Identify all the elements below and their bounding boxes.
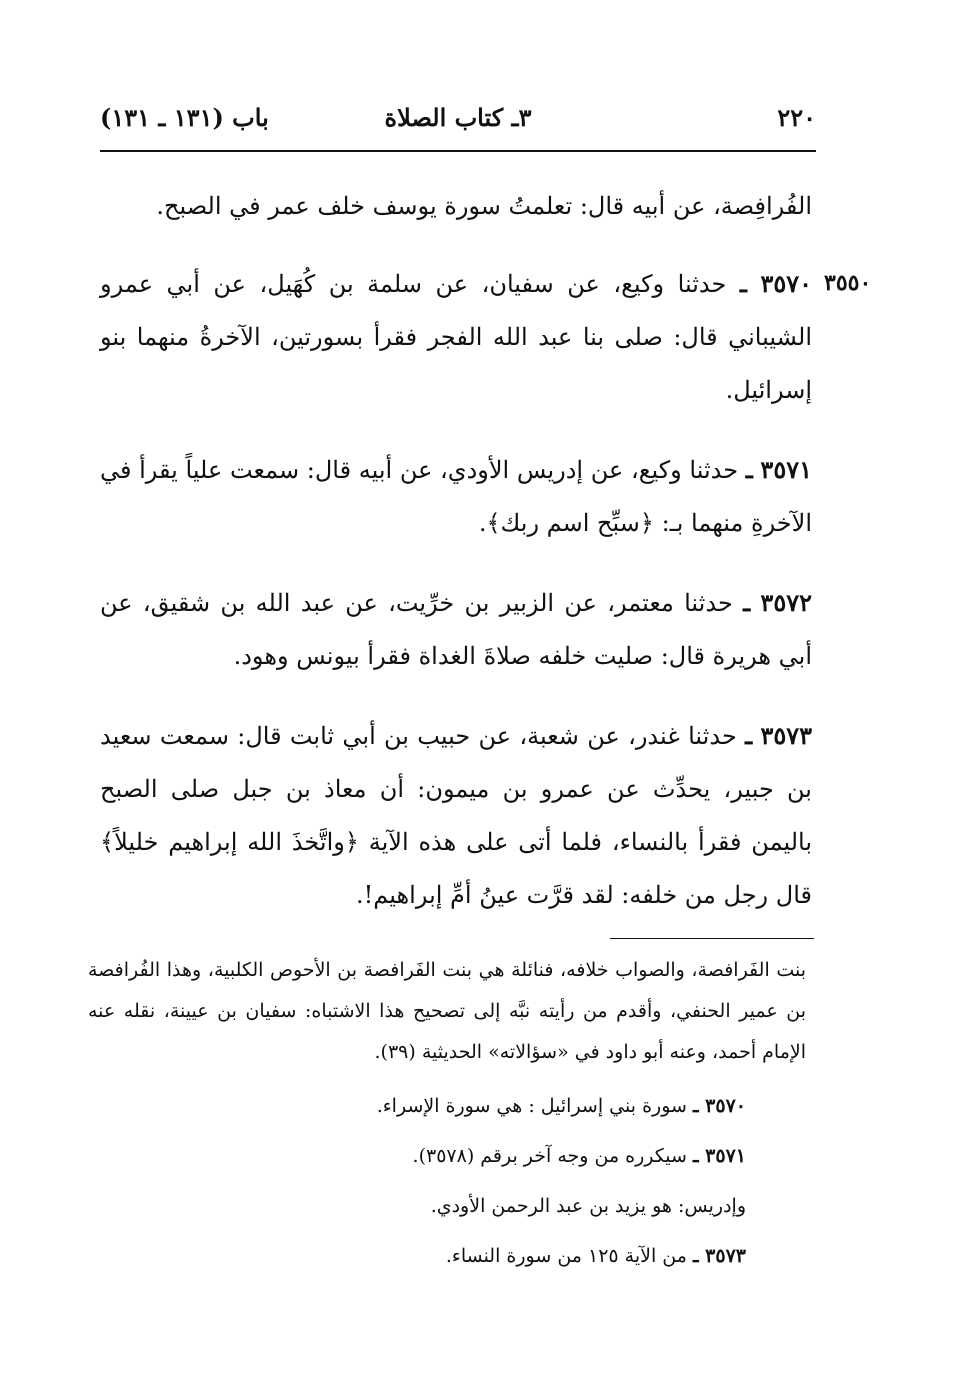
footnote-number: ٣٥٧٣ ـ — [692, 1245, 746, 1267]
footnote-number: ٣٥٧٠ ـ — [692, 1095, 746, 1117]
hadith-text: حدثنا معتمر، عن الزبير بن خرِّيت، عن عبد الله بن شقيق، عن أبي هريرة قال: صليت خلفه صلاةَ الغداة فقرأ بيونس وهود. — [100, 589, 812, 670]
chapter-heading: باب (١٣١ ـ ١٣١) — [100, 103, 269, 132]
hadith-number: ٣٥٧٠ — [760, 269, 812, 298]
hadith-paragraph — [100, 257, 812, 417]
footnote-divider — [610, 938, 814, 939]
margin-reference-number: ٣٥٥٠ — [824, 270, 872, 296]
footnote-item — [88, 1131, 746, 1181]
footnote-text: من الآية ١٢٥ من سورة النساء. — [445, 1245, 687, 1267]
footnote-text: سيكرره من وجه آخر برقم (٣٥٧٨). — [412, 1145, 687, 1167]
running-header — [100, 98, 816, 138]
footnotes — [88, 950, 806, 1281]
footnote-item — [88, 1181, 746, 1231]
hadith-number: ٣٥٧٣ — [760, 721, 812, 750]
footnote-continuation: بنت الفَرافصة، والصواب خلافه، فنائلة هي بنت الفَرافصة بن الأحوص الكلبية، وهذا الفُرافصة بن عمير الحنفي، وأقدم من رأيته نبَّه إلى تصحيح هذا الاشتباه: سفيان بن عيينة، نقله عنه الإمام أحمد، وعنه أبو داود في «سؤالاته» الحديثية (٣٩). — [88, 959, 806, 1063]
hadith-paragraph — [100, 576, 812, 683]
book-title: ٣ـ كتاب الصلاة — [384, 103, 532, 132]
header-divider — [100, 150, 816, 152]
hadith-dash: ـ — [745, 721, 753, 750]
footnote-text: سورة بني إسرائيل : هي سورة الإسراء. — [376, 1095, 687, 1117]
hadith-text: حدثنا وكيع، عن إدريس الأودي، عن أبيه قال: سمعت علياً يقرأ في الآخرةِ منهما بـ: ﴿سبِّح اسم ربك﴾. — [100, 456, 812, 537]
hadith-dash: ـ — [743, 588, 751, 617]
footnote-number: ٣٥٧١ ـ — [692, 1145, 746, 1167]
hadith-number: ٣٥٧١ — [760, 455, 812, 484]
hadith-number: ٣٥٧٢ — [760, 588, 812, 617]
hadith-paragraph — [100, 709, 812, 922]
continuation-paragraph: الفُرافِصة، عن أبيه قال: تعلمتُ سورة يوسف خلف عمر في الصبح. — [156, 192, 812, 220]
hadith-dash: ـ — [739, 269, 747, 298]
hadith-text: حدثنا غندر، عن شعبة، عن حبيب بن أبي ثابت قال: سمعت سعيد بن جبير، يحدِّث عن عمرو بن ميمون: أن معاذ بن جبل صلى الصبح باليمن فقرأ بالنساء، فلما أتى على هذه الآية ﴿واتَّخذَ الله إبراهيم خليلاً﴾ قال رجل من خلفه: لقد قرَّت عينُ أمِّ إبراهيم!. — [100, 722, 812, 909]
hadith-text: حدثنا وكيع، عن سفيان، عن سلمة بن كُهَيل، عن أبي عمرو الشيباني قال: صلى بنا عبد الله الفجر فقرأ بسورتين، الآخرةُ منهما بنو إسرائيل. — [100, 270, 812, 404]
footnote-item — [88, 1231, 746, 1281]
footnote-text: وإدريس: هو يزيد بن عبد الرحمن الأودي. — [430, 1195, 746, 1217]
page-number: ٢٢٠ — [777, 103, 816, 132]
hadith-dash: ـ — [745, 455, 753, 484]
main-text — [100, 180, 812, 948]
hadith-paragraph — [100, 443, 812, 550]
footnote-list — [88, 1081, 806, 1281]
footnote-item — [88, 1081, 746, 1131]
